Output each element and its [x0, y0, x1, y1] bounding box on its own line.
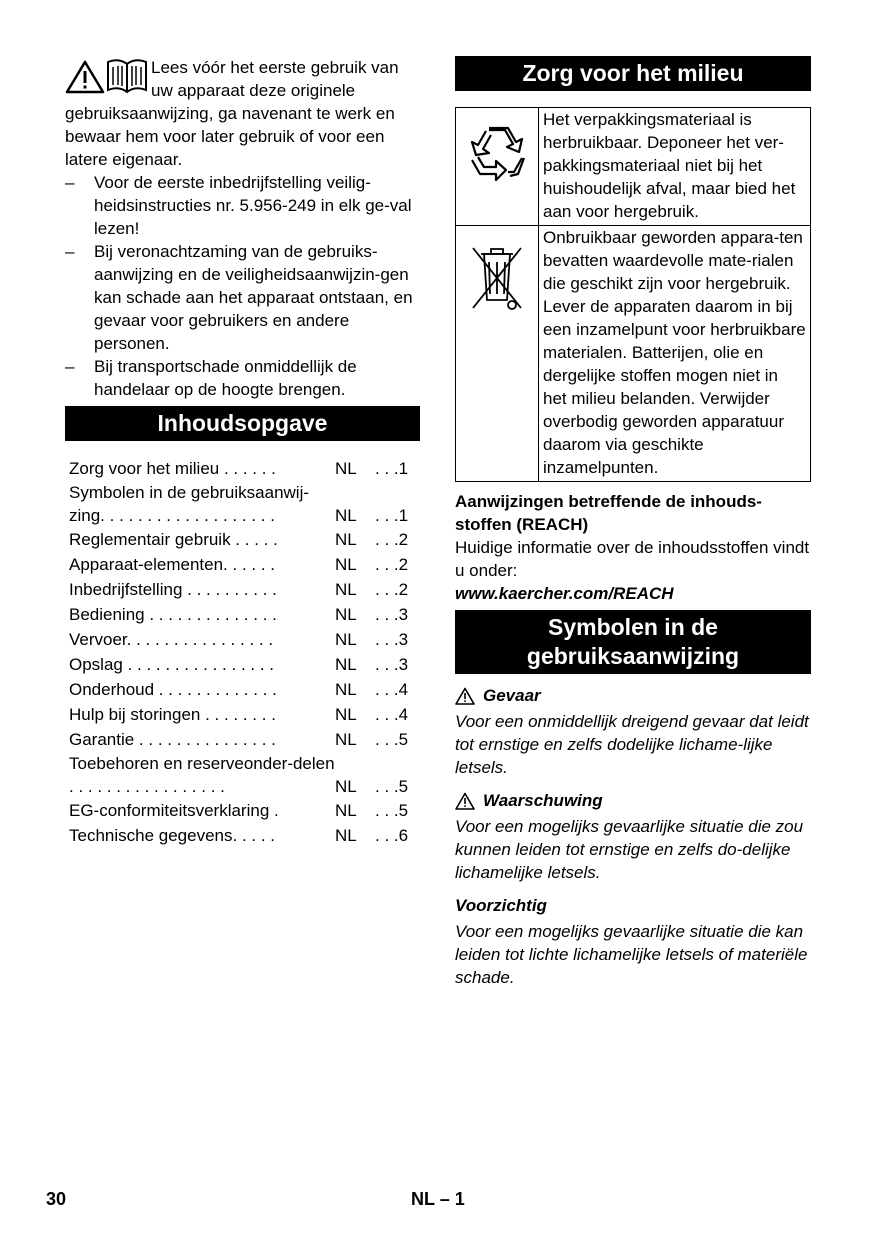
toc-entry[interactable]: Onderhoud . . . . . . . . . . . . . NL . . .4	[69, 680, 409, 699]
symbol-warning	[455, 789, 811, 884]
intro-text: Lees vóór het eerste gebruik van uw apparaat deze originele gebruiksaanwijzing, ga navenant te werk en bewaar hem voor later gebruik of voor een latere eigenaar.	[65, 58, 399, 169]
env-text-cell: Onbruikbaar geworden appara-ten bevatten waardevolle mate-rialen die geschikt zijn voor hergebruik. Lever de apparaten daarom in bij een inzamelpunt voor herbruikbare materialen. Batterijen, olie en dergelijke stoffen mogen niet in het milieu belanden. Verwijder overbodig geworden apparatuur daarom via geschikte inzamelpunten.	[539, 226, 811, 482]
symbol-title: Voorzichtig	[455, 896, 547, 915]
toc-entry[interactable]: Bediening . . . . . . . . . . . . . . NL . . .3	[69, 605, 409, 624]
toc-entry[interactable]: Technische gegevens. . . . . NL . . .6	[69, 826, 409, 845]
left-column	[65, 56, 420, 848]
toc-entry[interactable]: Opslag . . . . . . . . . . . . . . . . NL . . .3	[69, 655, 409, 674]
symbol-description: Voor een onmiddellijk dreigend gevaar dat leidt tot ernstige en zelfs dodelijke lichame-lijke letsels.	[455, 712, 809, 777]
intro-block	[65, 56, 420, 171]
toc-entry[interactable]: Inbedrijfstelling . . . . . . . . . . NL . . .2	[69, 580, 409, 599]
reach-section	[455, 490, 811, 605]
toc-entry[interactable]: Toebehoren en reserveonder-delen . . . . . . . . . . . . . . . . . NL . . .5	[69, 754, 409, 796]
list-item: – Bij transportschade onmiddellijk de handelaar op de hoogte brengen.	[65, 357, 357, 399]
reach-url[interactable]: www.kaercher.com/REACH	[455, 584, 674, 603]
toc-entry[interactable]: Hulp bij storingen . . . . . . . . NL . . .4	[69, 705, 409, 724]
right-column	[455, 56, 811, 989]
symbol-danger	[455, 684, 811, 779]
table-row	[456, 226, 811, 482]
toc-heading: Inhoudsopgave	[65, 406, 420, 441]
symbol-description: Voor een mogelijks gevaarlijke situatie die zou kunnen leiden tot ernstige en zelfs do-delijke lichamelijke letsels.	[455, 817, 804, 882]
environment-table	[455, 107, 811, 482]
env-heading: Zorg voor het milieu	[455, 56, 811, 91]
env-text-cell: Het verpakkingsmateriaal is herbruikbaar. Deponeer het ver-pakkingsmateriaal niet bij het huishoudelijk afval, maar bied het aan voor hergebruik.	[539, 108, 811, 226]
safety-bullet-list	[65, 171, 420, 401]
reach-text: Huidige informatie over de inhoudsstoffen vindt u onder:	[455, 538, 810, 580]
warning-icon	[65, 60, 105, 94]
symbols-heading: Symbolen in de gebruiksaanwijzing	[455, 610, 811, 674]
toc-entry[interactable]: Reglementair gebruik . . . . . NL . . .2	[69, 530, 409, 549]
footer-page-ref: – 1	[439, 1189, 465, 1209]
env-icon-cell	[456, 226, 539, 482]
symbol-title: Gevaar	[483, 686, 541, 705]
reach-heading: Aanwijzingen betreffende de inhouds-stoffen (REACH)	[455, 492, 762, 534]
recycle-icon	[462, 122, 532, 194]
toc-entry[interactable]: EG-conformiteitsverklaring . NL . . .5	[69, 801, 409, 820]
warning-icon	[455, 687, 475, 705]
symbol-caution	[455, 894, 811, 989]
toc-entry[interactable]: Zorg voor het milieu . . . . . . NL . . .1	[69, 459, 409, 478]
page-number: 30	[46, 1189, 67, 1209]
env-icon-cell	[456, 108, 539, 226]
footer-language-page	[411, 1188, 465, 1211]
crossed-bin-icon	[467, 242, 527, 314]
symbol-description: Voor een mogelijks gevaarlijke situatie die kan leiden tot lichte lichamelijke letsels of materiële schade.	[455, 922, 808, 987]
list-item: – Bij veronachtzaming van de gebruiks-aanwijzing en de veiligheidsaanwijzin-gen kan schade aan het apparaat ontstaan, en gevaar voor gebruikers en andere personen.	[65, 242, 413, 353]
symbol-title: Waarschuwing	[483, 791, 603, 810]
toc-entry[interactable]: Vervoer. . . . . . . . . . . . . . . . NL . . .3	[69, 630, 409, 649]
toc-entry[interactable]: Garantie . . . . . . . . . . . . . . . NL . . .5	[69, 730, 409, 749]
toc-entry[interactable]: Apparaat-elementen. . . . . . NL . . .2	[69, 555, 409, 574]
footer-lang-label: NL	[411, 1189, 435, 1209]
table-row	[456, 108, 811, 226]
toc-entry[interactable]: Symbolen in de gebruiksaanwij-zing. . . . . . . . . . . . . . . . . . . NL . . .1	[69, 483, 409, 525]
list-item: – Voor de eerste inbedrijfstelling veilig-heidsinstructies nr. 5.956-249 in elk ge-val lezen!	[65, 173, 412, 238]
manual-book-icon	[105, 58, 149, 94]
intro-icons	[65, 58, 151, 98]
warning-icon	[455, 792, 475, 810]
table-of-contents	[65, 456, 420, 848]
